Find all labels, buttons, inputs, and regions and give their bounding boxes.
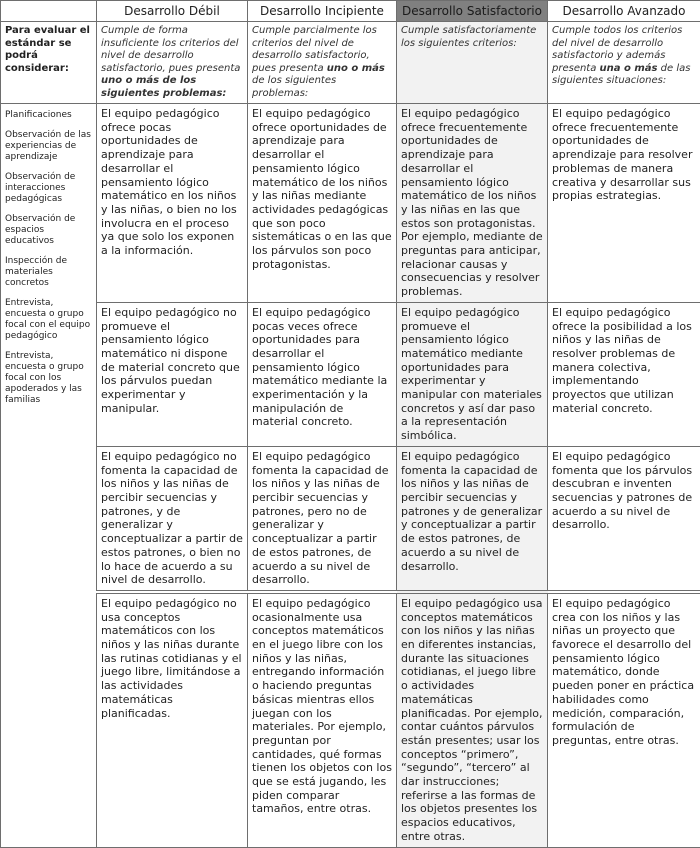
cell-avanzado: El equipo pedagógico ofrece la posibilidad a los niños y las niñas de resolver problemas de manera colectiva, implementando proyectos que utilizan material concreto. bbox=[548, 302, 700, 446]
sources-list bbox=[1, 104, 97, 848]
desc-text: Cumple de forma insuficiente los criterios del nivel de desarrollo satisfactorio, pues presenta bbox=[101, 25, 240, 74]
header-satisfactorio: Desarrollo Satisfactorio bbox=[397, 1, 548, 22]
cell-incipiente: El equipo pedagógico ofrece oportunidades de aprendizaje para desarrollar el pensamiento lógico matemático de los niños y las niñas mediante actividades pedagógicas que son poco sistemáticas o en las que los párvulos son poco protagonistas. bbox=[248, 104, 397, 303]
desc-bold: uno o más de los siguientes problemas: bbox=[101, 75, 226, 99]
cell-satisfactorio: El equipo pedagógico ofrece frecuentemente oportunidades de aprendizaje para desarrollar el pensamiento lógico matemático de los niños y las niñas en las que estos son protagonistas. Por ejemplo, mediante de preguntas para anticipar, relacionar causas y consecuencias y resolver problemas. bbox=[397, 104, 548, 303]
cell-incipiente: El equipo pedagógico pocas veces ofrece oportunidades para desarrollar el pensamiento lógico matemático mediante la experimentación y la manipulación de material concreto. bbox=[248, 302, 397, 446]
left-header: Para evaluar el estándar se podrá considerar: bbox=[1, 22, 97, 104]
cell-satisfactorio: El equipo pedagógico usa conceptos matemáticos con los niños y las niñas en diferentes instancias, durante las situaciones cotidianas, el juego libre o actividades matemáticas planificadas. Por ejemplo, contar cuántos párvulos están presentes; usar los conceptos “primero”, “segundo”, “tercero” al dar instrucciones; referirse a las formas de los objetos presentes los espacios educativos, entre otras. bbox=[397, 592, 548, 847]
header-debil: Desarrollo Débil bbox=[97, 1, 248, 22]
table-row bbox=[1, 592, 700, 847]
source-item: Observación de las experiencias de aprendizaje bbox=[5, 130, 92, 163]
header-row bbox=[1, 1, 700, 22]
table-row bbox=[1, 446, 700, 592]
header-incipiente: Desarrollo Incipiente bbox=[248, 1, 397, 22]
cell-avanzado: El equipo pedagógico ofrece frecuentemente oportunidades de aprendizaje para resolver problemas de manera creativa y desarrollar sus propias estrategias. bbox=[548, 104, 700, 303]
description-incipiente bbox=[248, 22, 397, 104]
desc-bold: uno o más bbox=[327, 63, 385, 74]
source-item: Observación de interacciones pedagógicas bbox=[5, 172, 92, 205]
desc-text: Cumple satisfactoriamente los siguientes criterios: bbox=[401, 25, 536, 49]
header-avanzado: Desarrollo Avanzado bbox=[548, 1, 700, 22]
description-row bbox=[1, 22, 700, 104]
source-item: Planificaciones bbox=[5, 110, 92, 121]
table-row bbox=[1, 302, 700, 446]
cell-satisfactorio: El equipo pedagógico fomenta la capacidad de los niños y las niñas de percibir secuencias y patrones y de generalizar y conceptualizar a partir de estos patrones, de acuerdo a su nivel de desarrollo. bbox=[397, 446, 548, 592]
cell-debil: El equipo pedagógico no fomenta la capacidad de los niños y las niñas de percibir secuencias y patrones, y de generalizar y conceptualizar a partir de estos patrones, o bien no lo hace de acuerdo a su nivel de desarrollo. bbox=[97, 446, 248, 592]
cell-incipiente: El equipo pedagógico ocasionalmente usa conceptos matemáticos en el juego libre con los niños y las niñas, entregando información o haciendo preguntas básicas mientras ellos juegan con los materiales. Por ejemplo, preguntan por cantidades, qué formas tienen los objetos con los que se está jugando, les piden comparar tamaños, entre otras. bbox=[248, 592, 397, 847]
desc-bold: una o más bbox=[600, 63, 658, 74]
cell-incipiente: El equipo pedagógico fomenta la capacidad de los niños y las niñas de percibir secuencias y patrones, pero no de generalizar y conceptualizar a partir de estos patrones, de acuerdo a su nivel de desarrollo. bbox=[248, 446, 397, 592]
desc-text: Cumple parcialmente los criterios del nivel de desarrollo satisfactorio, pues presenta bbox=[252, 25, 377, 74]
cell-debil: El equipo pedagógico ofrece pocas oportunidades de aprendizaje para desarrollar el pensamiento lógico matemático en los niños y las niñas, o bien no los involucra en el proceso ya que solo los exponen a la información. bbox=[97, 104, 248, 303]
cell-avanzado: El equipo pedagógico crea con los niños y las niñas un proyecto que favorece el desarrollo del pensamiento lógico matemático, donde pueden poner en práctica habilidades como medición, comparación, formulación de preguntas, entre otras. bbox=[548, 592, 700, 847]
description-satisfactorio bbox=[397, 22, 548, 104]
description-avanzado bbox=[548, 22, 700, 104]
source-item: Entrevista, encuesta o grupo focal con los apoderados y las familias bbox=[5, 351, 92, 406]
desc-text: de las siguientes situaciones: bbox=[552, 63, 690, 87]
source-item: Entrevista, encuesta o grupo focal con el equipo pedagógico bbox=[5, 298, 92, 342]
cell-avanzado: El equipo pedagógico fomenta que los párvulos descubran e inventen secuencias y patrones de acuerdo a su nivel de desarrollo. bbox=[548, 446, 700, 592]
table-row bbox=[1, 104, 700, 303]
source-item: Inspección de materiales concretos bbox=[5, 256, 92, 289]
description-debil bbox=[97, 22, 248, 104]
desc-text: Cumple todos los criterios del nivel de desarrollo satisfactorio y además presenta bbox=[552, 25, 682, 74]
cell-satisfactorio: El equipo pedagógico promueve el pensamiento lógico matemático mediante oportunidades para experimentar y manipular con materiales concretos y así dar paso a la representación simbólica. bbox=[397, 302, 548, 446]
corner-cell bbox=[1, 1, 97, 22]
source-item: Observación de espacios educativos bbox=[5, 214, 92, 247]
desc-text: de los siguientes problemas: bbox=[252, 75, 336, 99]
cell-debil: El equipo pedagógico no usa conceptos matemáticos con los niños y las niñas durante las rutinas cotidianas y el juego libre, limitándose a las actividades matemáticas planificadas. bbox=[97, 592, 248, 847]
cell-debil: El equipo pedagógico no promueve el pensamiento lógico matemático ni dispone de material concreto que los párvulos puedan experimentar y manipular. bbox=[97, 302, 248, 446]
